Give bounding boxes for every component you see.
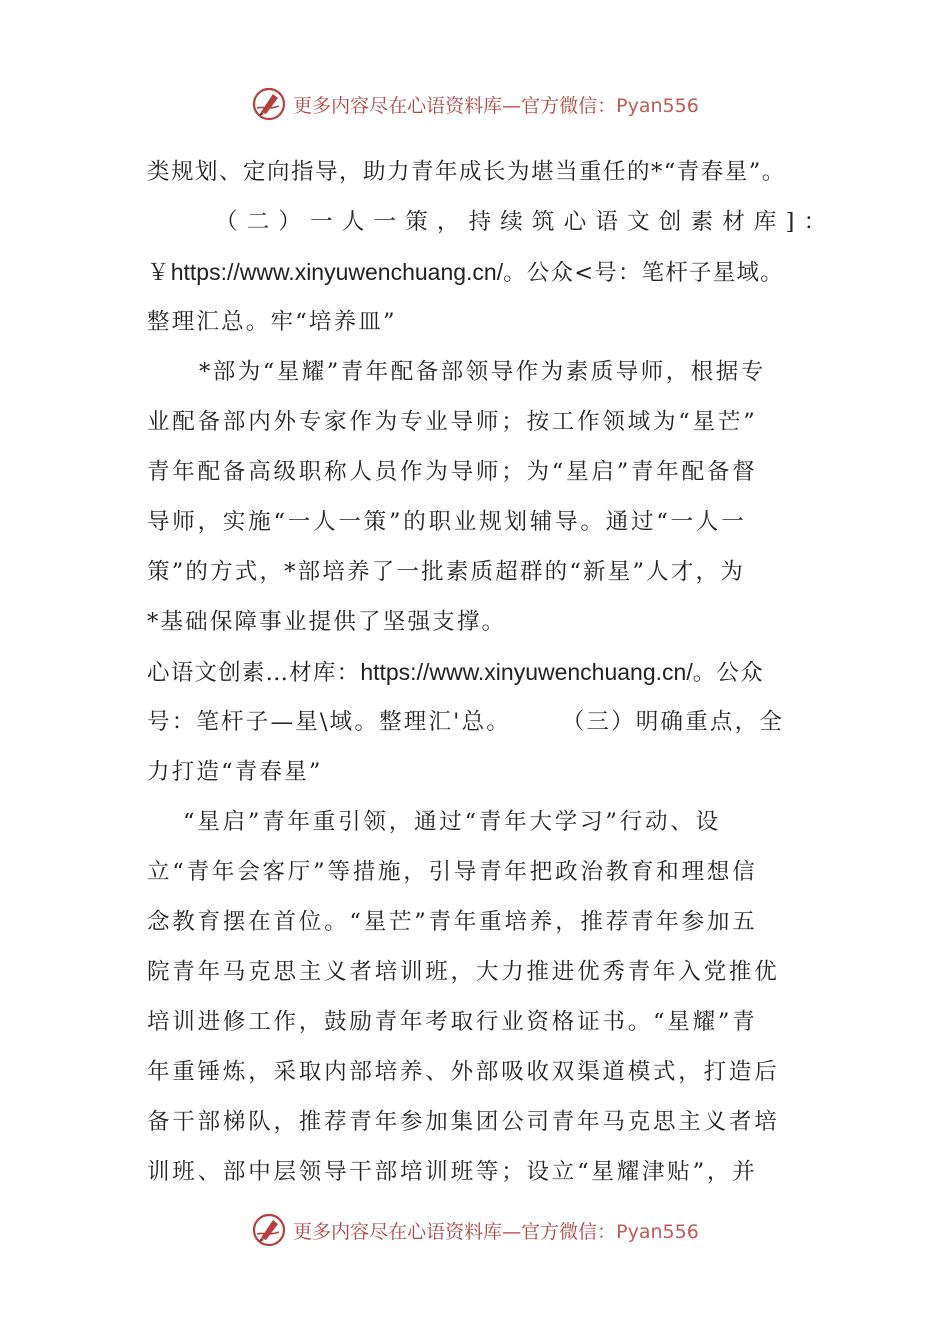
text-segment: 业配备部内外专家作为专业导师；按工作领域为“星芒” — [147, 409, 758, 435]
text-segment: ￥ — [147, 260, 171, 286]
banner-text: 更多内容尽在心语资料库—官方微信：Pyan556 — [293, 1220, 699, 1243]
text-line — [147, 597, 827, 647]
text-line — [147, 747, 827, 797]
footer-banner — [0, 1210, 950, 1250]
text-segment: 青年配备高级职称人员作为导师；为“星启”青年配备督 — [147, 459, 758, 485]
text-line — [147, 297, 827, 347]
document-body — [147, 147, 836, 1197]
text-segment: 类规划、定向指导，助力青年成长为堪当重任的*“青春星”。 — [147, 159, 786, 185]
text-line — [147, 1047, 827, 1097]
text-line — [147, 447, 827, 497]
text-line — [147, 147, 827, 197]
text-line — [147, 897, 827, 947]
text-segment: 院青年马克思主义者培训班，大力推进优秀青年入党推优 — [147, 959, 780, 985]
text-segment: “星启”青年重引领，通过“青年大学习”行动、设 — [183, 809, 721, 835]
url-text: https://www.xinyuwenchuang.cn/ — [170, 259, 504, 285]
header-banner — [0, 84, 950, 124]
text-line — [147, 497, 827, 547]
text-segment: 。公众<号：笔杆子星域。 — [503, 260, 784, 286]
text-line — [147, 697, 827, 747]
pen-nib-logo-icon — [251, 1212, 287, 1248]
text-segment: *基础保障事业提供了坚强支撑。 — [147, 609, 507, 635]
text-line — [147, 847, 827, 897]
text-segment: 力打造“青春星” — [147, 759, 323, 785]
text-line — [147, 547, 827, 597]
text-segment: 念教育摆在首位。“星芒”青年重培养，推荐青年参加五 — [147, 909, 758, 935]
text-segment: 。公众 — [692, 660, 764, 686]
text-segment: （二）一人一策，持续筑心语文创素材库]： — [215, 209, 836, 235]
text-line — [147, 347, 827, 397]
text-segment: 心语文创素…材库： — [147, 660, 361, 686]
url-text: https://www.xinyuwenchuang.cn/ — [360, 659, 693, 685]
text-line — [147, 947, 827, 997]
text-segment: 号：笔杆子—星\域。整理汇'总。 — [147, 709, 511, 735]
text-segment: 训班、部中层领导干部培训班等；设立“星耀津贴”，并 — [147, 1159, 758, 1185]
text-line — [147, 647, 827, 697]
text-segment: 整理汇总。牢“培养皿” — [147, 309, 397, 335]
text-line — [147, 1147, 827, 1197]
text-segment: 策”的方式，*部培养了一批素质超群的“新星”人才，为 — [147, 559, 745, 585]
text-line — [147, 797, 827, 847]
text-line — [147, 1097, 827, 1147]
text-line — [147, 197, 836, 247]
text-line — [147, 397, 827, 447]
pen-nib-logo-icon — [251, 86, 287, 122]
text-line — [147, 997, 827, 1047]
text-segment: 备干部梯队，推荐青年参加集团公司青年马克思主义者培 — [147, 1109, 780, 1135]
text-line — [147, 247, 827, 297]
banner-text: 更多内容尽在心语资料库—官方微信：Pyan556 — [293, 94, 699, 117]
text-segment: 立“青年会客厅”等措施，引导青年把政治教育和理想信 — [147, 859, 758, 885]
section-heading-segment: （三）明确重点，全 — [572, 709, 785, 735]
text-segment: *部为“星耀”青年配备部领导作为素质导师，根据专 — [199, 359, 766, 385]
text-segment: 导师，实施“一人一策”的职业规划辅导。通过“一人一 — [147, 509, 747, 535]
text-segment: 培训进修工作，鼓励青年考取行业资格证书。“星耀”青 — [147, 1009, 758, 1035]
text-segment: 年重锤炼，采取内部培养、外部吸收双渠道模式，打造后 — [147, 1059, 780, 1085]
